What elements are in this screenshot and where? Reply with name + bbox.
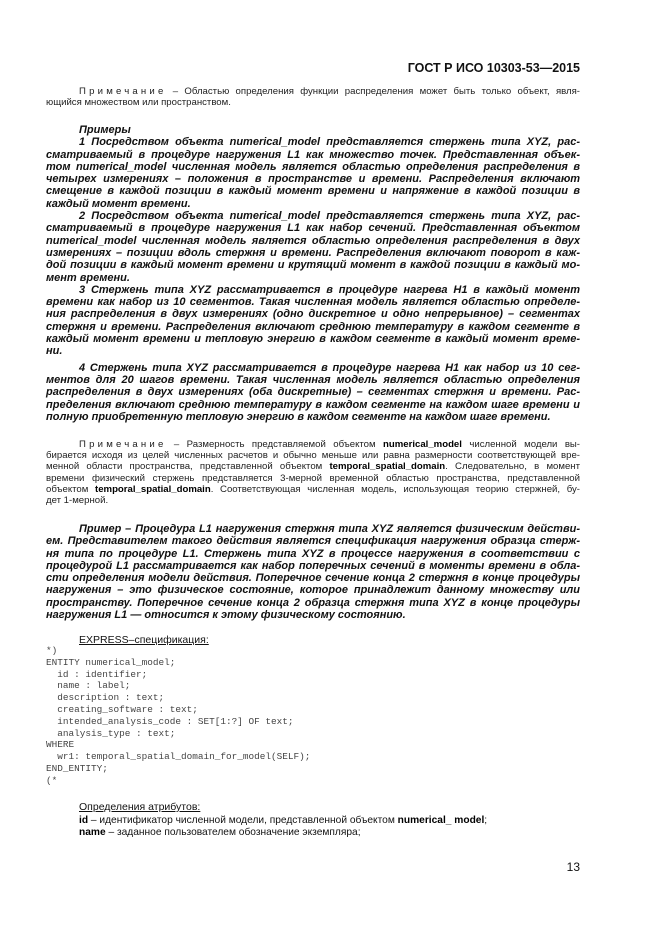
code-line: intended_analysis_code : SET[1:?] OF text; — [46, 715, 294, 727]
text-segment: 3 Стержень типа XYZ рассматривается в процедуре нагрева H1 в каждый момент — [79, 283, 580, 296]
text-segment: процедурой L1 рассматривается как набор поперечных сечений в моменты времени в обла- — [46, 559, 580, 572]
text-segment: пределения включают среднюю температуру в каждом сегменте на каждом шаге времени и — [46, 398, 580, 411]
example-paragraph — [46, 362, 580, 423]
text-segment: численной модели вы- — [461, 439, 581, 450]
text-line — [46, 247, 580, 259]
text-line — [46, 484, 580, 495]
text-segment: – идентификатор численной модели, представленной объектом — [88, 814, 398, 826]
text-line — [79, 815, 580, 828]
text-line — [46, 284, 580, 296]
text-segment: времени физический стержень представляется 3-мерной временной областью пространства, представленной — [46, 472, 580, 484]
text-segment: . Соответствующая численная модель, использующая теорию стержней, бу- — [210, 483, 580, 495]
text-segment: нагружения – это физическое состояние, которое принадлежит данному множеству или — [46, 584, 580, 597]
text-segment: каждый момент времени и тепловую энергию в каждом сегменте в каждый момент време- — [46, 333, 580, 346]
code-line: description : text; — [46, 692, 165, 704]
text-segment: измерениях – позиции вдоль стержня и времени. Распределения включают поворот в каж- — [46, 246, 580, 259]
text-line — [46, 259, 580, 271]
text-line — [46, 535, 580, 547]
text-segment: ющийся множеством или пространством. — [46, 97, 231, 109]
text-line — [46, 161, 580, 173]
text-line — [46, 411, 580, 423]
text-line — [46, 450, 580, 461]
document-header: ГОСТ Р ИСО 10303-53—2015 — [407, 61, 580, 75]
examples-heading: Примеры — [79, 124, 131, 136]
text-line — [46, 548, 580, 560]
note-label: Примечание — [79, 86, 167, 97]
text-segment: дой позиции в каждый момент времени и крутящий момент в каждой позиции в каждый мо- — [46, 259, 580, 272]
text-segment: распределения в двух измерениях (оба дискретные) – сегментах стержня и времени. Рас- — [46, 386, 580, 399]
text-segment: бирается исходя из целей численных расчетов и обычно меньше или равна размерности соответствующей вре- — [46, 450, 580, 462]
attribute-definitions — [46, 801, 580, 840]
text-line — [46, 97, 580, 108]
bold-term: name — [79, 827, 106, 838]
text-segment: 4 Стержень типа XYZ рассматривается в процедуре нагрева H1 как набор из 10 сег- — [79, 361, 580, 374]
express-code-block — [46, 645, 580, 787]
example-paragraph — [46, 523, 580, 621]
code-line: ENTITY numerical_model; — [46, 656, 176, 668]
text-segment: 2 Посредством объекта numerical_model представляется стержень типа XYZ, рас- — [79, 210, 580, 223]
bold-term: numerical_ model — [397, 814, 485, 826]
text-segment: пространству. Поперечное сечение конца 2 образца стержня типа XYZ в конце процедуры — [46, 596, 580, 609]
text-line — [46, 461, 580, 472]
text-line — [46, 235, 580, 247]
text-segment: – Размерность представляемой объектом — [166, 439, 384, 450]
bold-term: numerical_model — [383, 439, 462, 450]
text-segment: . Следовательно, в момент — [445, 461, 580, 473]
text-line — [46, 399, 580, 411]
text-line — [46, 136, 580, 148]
text-segment: стержня и времени. Распределения включают среднюю температуру в каждом сегменте в — [46, 320, 580, 333]
code-line: creating_software : text; — [46, 703, 198, 715]
text-segment: сматриваемый в процедуре нагружения L1 как набор сечений. Представленная объектом — [46, 222, 580, 235]
text-segment: сти определения модели действия. Поперечное сечение конца 2 стержня в конце процедуры — [46, 572, 580, 585]
code-line: (* — [46, 774, 58, 786]
code-line: id : identifier; — [46, 668, 148, 680]
text-segment: Пример – Процедура L1 нагружения стержня типа XYZ является физическим действи- — [79, 523, 580, 535]
text-segment: – заданное пользователем обозначение экземпляра; — [105, 827, 361, 838]
code-line: WHERE — [46, 739, 75, 751]
text-segment: том numerical_model численная модель является областью определения распределения в — [46, 160, 580, 173]
text-segment: – Областью определения функции распределения может быть только объект, явля- — [166, 86, 580, 97]
text-segment: мент времени. — [46, 271, 130, 284]
bold-term: id — [79, 814, 89, 826]
note-label: Примечание — [79, 439, 167, 450]
text-segment: ния распределения в двух измерениях (одно дискретное и одно непрерывное) – сегментах — [46, 308, 580, 321]
text-line — [46, 272, 580, 284]
note-paragraph — [46, 439, 580, 506]
text-line — [46, 149, 580, 161]
text-segment: ем. Представителем такого действия является спецификация нагружения образца стерж- — [46, 535, 580, 548]
text-line — [46, 210, 580, 222]
text-segment: времени как набор из 10 сегментов. Такая численная модель является областью определе- — [46, 296, 580, 309]
text-line — [46, 560, 580, 572]
text-segment: numerical_model численная модель является областью определения распределения в двух — [46, 234, 580, 247]
text-line — [46, 572, 580, 584]
text-line — [46, 86, 580, 97]
code-line: name : label; — [46, 680, 131, 692]
note-paragraph — [46, 86, 580, 108]
text-line — [46, 173, 580, 185]
text-line — [46, 345, 580, 357]
bold-term: temporal_spatial_domain — [329, 461, 446, 473]
text-line — [46, 473, 580, 484]
text-line — [46, 386, 580, 398]
text-segment: нагружения L1 — относится к этому физическому состоянию. — [46, 609, 406, 622]
text-segment: ; — [484, 814, 488, 826]
bold-term: temporal_spatial_domain — [95, 483, 211, 495]
text-line — [46, 495, 580, 506]
text-line — [46, 198, 580, 210]
text-segment: четырех измерениях – положения в пространстве и времени. Распределения включают — [46, 173, 580, 186]
text-segment: менной области пространства, представленной объектом — [46, 461, 330, 473]
text-segment: смещение в каждой позиции в каждый момент времени и напряжение в каждой позиции в — [46, 185, 580, 198]
text-line — [46, 321, 580, 333]
text-segment: полную приобретенную тепловую энергию в каждом сегменте на каждом шаге времени. — [46, 410, 551, 423]
attributes-title: Определения атрибутов: — [79, 801, 201, 813]
text-line — [46, 185, 580, 197]
text-segment: 1 Посредством объекта numerical_model представляется стержень типа XYZ, рас- — [79, 136, 580, 149]
text-segment: ня типа по процедуре L1. Стержень типа XYZ в процессе нагружения в соответствии с — [46, 547, 580, 560]
text-line — [46, 439, 580, 450]
code-line: analysis_type : text; — [46, 727, 176, 739]
code-line: *) — [46, 645, 58, 656]
page-number: 13 — [566, 860, 580, 874]
text-line — [46, 308, 580, 320]
text-line — [46, 597, 580, 609]
example-paragraph — [46, 284, 580, 358]
text-line — [46, 374, 580, 386]
express-spec-title: EXPRESS–спецификация: — [79, 634, 209, 646]
text-line — [46, 523, 580, 535]
examples-section — [46, 124, 580, 423]
text-line — [46, 296, 580, 308]
text-line — [46, 609, 580, 621]
text-segment: ни. — [46, 345, 63, 358]
text-segment: дет 1-мерной. — [46, 495, 109, 507]
text-line — [79, 827, 580, 840]
code-line: wr1: temporal_spatial_domain_for_model(SELF); — [46, 751, 311, 763]
example-paragraph — [46, 136, 580, 210]
text-segment: объектом — [46, 483, 96, 495]
text-line — [46, 333, 580, 345]
code-line: END_ENTITY; — [46, 762, 108, 774]
text-line — [46, 222, 580, 234]
text-segment: каждый момент времени. — [46, 197, 191, 210]
text-segment: сматриваемый в процедуре нагружения L1 как множество точек. Представленная объек- — [46, 148, 580, 161]
text-line — [46, 362, 580, 374]
text-line — [46, 584, 580, 596]
text-segment: ментов для 20 шагов времени. Такая численная модель является областью определения — [46, 373, 580, 386]
example-paragraph — [46, 210, 580, 284]
